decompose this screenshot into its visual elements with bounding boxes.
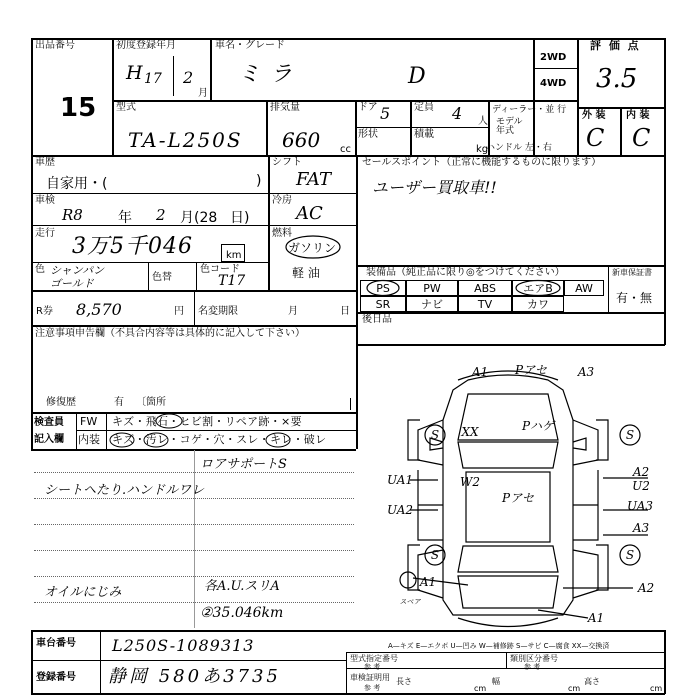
cert-label: 車検証明用	[350, 673, 390, 682]
height-cm: cm	[650, 684, 663, 693]
inspection-era: R8	[62, 206, 83, 224]
class-label: 類別区分番号	[510, 654, 558, 663]
mark-bottom-a1-left: A1	[419, 575, 437, 589]
drive-4wd: 4WD	[540, 78, 567, 89]
car-damage-diagram	[358, 350, 663, 640]
mark-s1: S	[430, 428, 440, 442]
color: シャンパン ゴールド	[50, 264, 105, 290]
shape-label: 形状	[358, 129, 378, 140]
repair-value: 有	[114, 397, 124, 408]
score-label: 評 価 点	[590, 39, 641, 52]
mark-xx: XX	[461, 425, 479, 439]
ext-grade: C	[586, 124, 605, 152]
mark-right-a3: A3	[632, 521, 650, 535]
remark-2: シートヘたり.ハンドルワレ	[44, 483, 205, 498]
first-reg-era: H	[126, 62, 143, 84]
plate-label: 登録番号	[36, 672, 76, 683]
chassis-label: 車台番号	[36, 638, 76, 649]
mark-s4: S	[625, 548, 635, 562]
displacement-label: 排気量	[270, 102, 300, 113]
fuel-label: 燃料	[272, 228, 292, 239]
equip-abs: ABS	[458, 280, 512, 296]
mileage-label: 走行	[35, 228, 55, 239]
mark-top-pase: Pアセ	[515, 363, 547, 377]
equipment-label: 装備品（純正品に限り◎をつけてください）	[366, 267, 565, 278]
length-label: 長さ	[396, 677, 412, 686]
doors: 5	[380, 104, 391, 123]
fuel-diesel: 軽 油	[292, 266, 320, 280]
mark-spare: スペア	[399, 598, 421, 606]
lot-number: 15	[60, 93, 97, 123]
fw-items: キズ・飛石・ヒビ割・リペア跡・×要	[112, 415, 302, 428]
month-unit: 月	[198, 88, 208, 99]
airbag-circle	[514, 279, 562, 297]
interior-items: キズ・汚レ・コゲ・穴・スレ・キレ・破レ	[112, 433, 327, 446]
sales-label: セールスポイント（正常に機能するものに限ります）	[362, 157, 602, 168]
plate-number: 静岡 580あ3735	[108, 666, 281, 687]
color-label: 色	[35, 264, 45, 275]
fw-label: FW	[80, 415, 98, 428]
doors-label: ドア	[358, 102, 378, 113]
capacity: 4	[452, 104, 463, 123]
equip-airbag: エアB	[512, 280, 564, 296]
handle-label: ハンドル 左・右	[486, 143, 552, 153]
interior-circles	[108, 430, 356, 450]
remark-1: ロアサポートS	[200, 457, 287, 472]
dealer-label: ディーラー・並 行	[492, 105, 567, 115]
history-label: 車歴	[35, 157, 55, 168]
equip-aw: AW	[564, 280, 604, 296]
shift-label: シフト	[272, 157, 302, 168]
name-label: 車名・グレード	[215, 40, 285, 51]
mark-roof: Pアセ	[502, 491, 534, 505]
chassis-number: L250S-1089313	[112, 636, 255, 655]
width-cm: cm	[568, 684, 581, 693]
length-cm: cm	[474, 684, 487, 693]
first-reg-year: 17	[144, 71, 162, 87]
capacity-unit: 人	[478, 116, 488, 127]
kg-unit: kg	[476, 144, 489, 155]
mark-top-a1: A1	[471, 365, 489, 379]
mark-ua1: UA1	[386, 473, 414, 487]
ac-label: 冷房	[272, 195, 292, 206]
inspection-label: 車検	[35, 195, 55, 206]
grade: D	[408, 64, 426, 89]
price-prefix: R券	[36, 306, 53, 317]
remark-4: 各A.U.スリA	[204, 579, 280, 594]
color-code: T17	[218, 273, 246, 289]
sales-value: ユーザー買取車!!	[372, 178, 497, 197]
mark-hood: Pハゲ	[521, 419, 555, 433]
model-label: 型式	[116, 102, 136, 113]
price-unit: 円	[174, 306, 184, 317]
name-change-label: 名変期限	[198, 306, 238, 317]
remark-5: ②35.046km	[200, 605, 284, 621]
inspection-month-unit: 月(28	[180, 210, 218, 226]
load-label: 積載	[414, 129, 434, 140]
equip-pw: PW	[406, 280, 458, 296]
ext-label: 外 装	[582, 110, 606, 121]
drive-2wd: 2WD	[540, 52, 567, 63]
fuel-gas: ガソリン	[288, 241, 337, 255]
fw-circle	[154, 412, 184, 430]
type-spec-label: 型式指定番号	[350, 654, 398, 663]
ac: AC	[296, 203, 323, 224]
interior-label: 内装	[78, 433, 100, 446]
type-spec-ref: 参 考	[364, 663, 381, 671]
mark-bottom-a2: A2	[637, 581, 655, 595]
capacity-label: 定員	[414, 102, 434, 113]
mark-bottom-a1-right: A1	[587, 611, 605, 625]
mark-right-a2: A2	[632, 465, 650, 479]
remark-3: オイルにじみ	[44, 585, 122, 600]
car-name: ミラ	[238, 62, 303, 87]
mark-right-u2: U2	[632, 479, 650, 493]
score: 3.5	[596, 64, 638, 94]
mark-s3: S	[430, 548, 440, 562]
warranty-value: 有・無	[616, 291, 653, 305]
notes-label: 注意事項申告欄（不具合内容等は具体的に記入して下さい）	[35, 328, 305, 339]
price: 8,570	[76, 300, 122, 319]
diagram-legend: A—キズ E—エクボ U—凹み W—補修跡 S—サビ C—腐食 XX—交換済	[388, 642, 610, 650]
reg-divider	[173, 56, 174, 96]
lot-label: 出品番号	[35, 40, 75, 51]
width-label: 幅	[492, 677, 500, 686]
mark-top-a3: A3	[577, 365, 595, 379]
repair-label: 修復歴	[46, 397, 76, 408]
history-value: 自家用・(	[46, 176, 108, 192]
inspector-label-2: 記入欄	[34, 434, 64, 445]
mileage: 3万5千046	[72, 234, 193, 259]
color-code-label: 色コード	[200, 264, 240, 275]
equip-tv: TV	[458, 296, 512, 312]
first-reg-month: 2	[183, 68, 194, 87]
equip-leather: カワ	[512, 296, 564, 312]
color-change-label: 色替	[152, 272, 172, 283]
height-label: 高さ	[584, 677, 600, 686]
inspection-year-unit: 年	[118, 210, 132, 226]
displacement: 660	[282, 128, 321, 152]
shift: FAT	[296, 169, 331, 190]
first-reg-label: 初度登録年月	[116, 40, 176, 51]
mark-w2: W2	[460, 475, 480, 489]
equip-ps: PS	[360, 280, 406, 296]
int-grade: C	[632, 124, 651, 152]
class-ref: 参 考	[524, 663, 541, 671]
mark-right-ua3: UA3	[626, 499, 654, 513]
inspection-month: 2	[156, 206, 166, 224]
equip-sr: SR	[360, 296, 406, 312]
history-close: )	[256, 173, 262, 189]
model-year-label: モデル 年式	[496, 117, 523, 136]
name-change-month: 月	[288, 306, 298, 317]
name-change-day: 日	[340, 306, 350, 317]
repair-place: 〔箇所	[136, 397, 166, 408]
fuel-circle	[284, 234, 342, 260]
mark-ua2: UA2	[386, 503, 414, 517]
warranty-label: 新車保証書	[612, 268, 652, 277]
mark-s2: S	[625, 428, 635, 442]
back-seat-label: 後日品	[362, 314, 392, 325]
inspector-label-1: 検査員	[34, 417, 64, 428]
inspection-day-unit: 日)	[230, 210, 250, 226]
cert-ref: 参 考	[364, 684, 381, 692]
mileage-unit: km	[226, 250, 242, 261]
int-label: 内 装	[626, 110, 650, 121]
ps-circle	[364, 279, 402, 297]
equip-navi: ナビ	[406, 296, 458, 312]
model: TA-L250S	[128, 128, 243, 152]
cc-unit: cc	[340, 144, 351, 155]
